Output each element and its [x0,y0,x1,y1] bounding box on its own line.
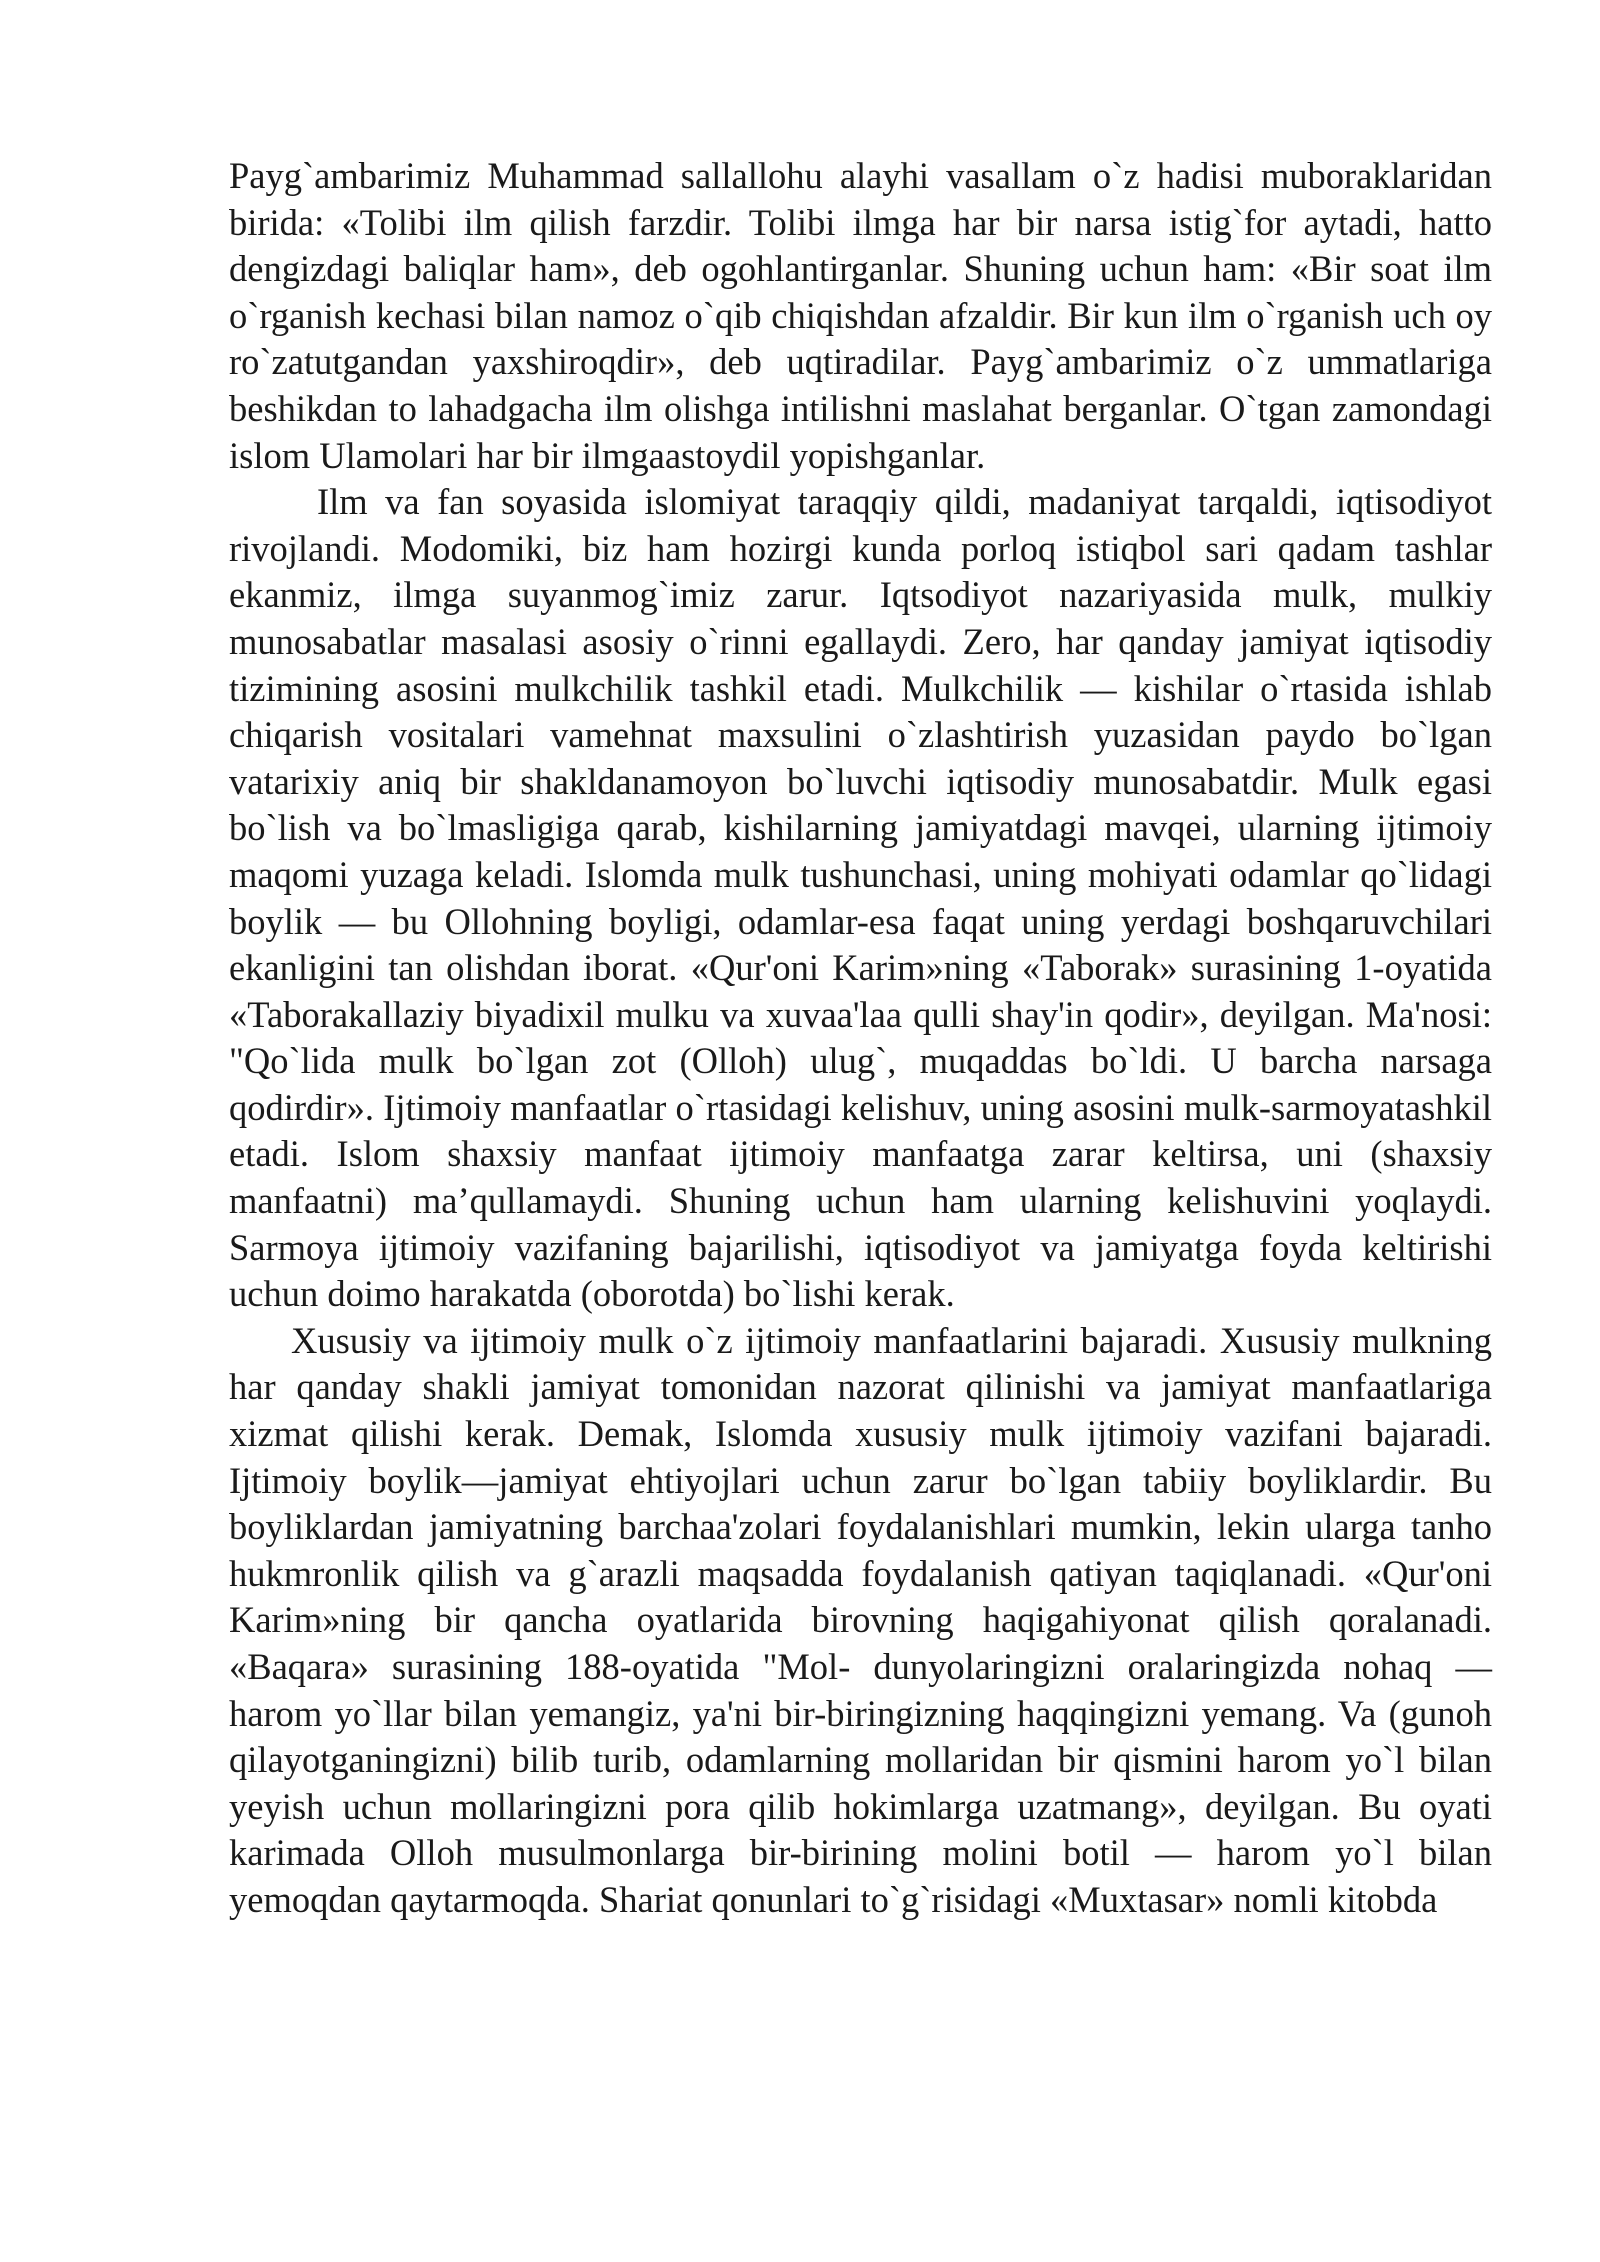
paragraph-2: Ilm va fan soyasida islomiyat taraqqiy qildi, madaniyat tarqaldi, iqtisodiyot rivojlandi. Modomiki, biz ham hozirgi kunda porloq istiqbol sari qadam tashlar ekanmiz, ilmga suyanmog`imiz zarur. Iqtsodiyot nazariyasida mulk, mulkiy munosabatlar masalasi asosiy o`rinni egallaydi. Zero, har qanday jamiyat iqtisodiy tizimining asosini mulkchilik tashkil etadi. Mulkchilik — kishilar o`rtasida ishlab chiqarish vositalari vamehnat maxsulini o`zlashtirish yuzasidan paydo bo`lgan vatarixiy aniq bir shakldanamoyon bo`luvchi iqtisodiy munosabatdir. Mulk egasi bo`lish va bo`lmasligiga qarab, kishilarning jamiyatdagi mavqei, ularning ijtimoiy maqomi yuzaga keladi. Islomda mulk tushunchasi, uning mohiyati odamlar qo`lidagi boylik — bu Ollohning boyligi, odamlar-esa faqat uning yerdagi boshqaruvchilari ekanligini tan olishdan iborat. «Qur'oni Karim»ning «Taborak» surasining 1-oyatida «Taborakallaziy biyadixil mulku va xuvaa'laa qulli shay'in qodir», deyilgan. Ma'nosi: "Qo`lida mulk bo`lgan zot (Olloh) ulug`, muqaddas bo`ldi. U barcha narsaga qodirdir». Ijtimoiy manfaatlar o`rtasidagi kelishuv, uning asosini mulk-sarmoyatashkil etadi. Islom shaxsiy manfaat ijtimoiy manfaatga zarar keltirsa, uni (shaxsiy manfaatni) ma’qullamaydi. Shuning uchun ham ularning kelishuvini yoqlaydi. Sarmoya ijtimoiy vazifaning bajarilishi, iqtisodiyot va jamiyatga foyda keltirishi uchun doimo harakatda (oborotda) bo`lishi kerak. [229,481,1492,1315]
paragraph-3: Xususiy va ijtimoiy mulk o`z ijtimoiy manfaatlarini bajaradi. Xususiy mulkning har qanday shakli jamiyat tomonidan nazorat qilinishi va jamiyat manfaatlariga xizmat qilishi kerak. Demak, Islomda xususiy mulk ijtimoiy vazifani bajaradi. Ijtimoiy boylik—jamiyat ehtiyojlari uchun zarur bo`lgan tabiiy boyliklardir. Bu boyliklardan jamiyatning barchaa'zolari foydalanishlari mumkin, lekin ularga tanho hukmronlik qilish va g`arazli maqsadda foydalanish qatiyan taqiqlanadi. «Qur'oni Karim»ning bir qancha oyatlarida birovning haqigahiyonat qilish qoralanadi. «Baqara» surasining 188-oyatida "Mol- dunyolaringizni oralaringizda nohaq — harom yo`llar bilan yemangiz, ya'ni bir-biringizning haqqingizni yemang. Va (gunoh qilayotganingizni) bilib turib, odamlarning mollaridan bir qismini harom yo`l bilan yeyish uchun mollaringizni pora qilib hokimlarga uzatmang», deyilgan. Bu oyati karimada Olloh musulmonlarga bir-birining molini botil — harom yo`l bilan yemoqdan qaytarmoqda. Shariat qonunlari to`g`risidagi «Muxtasar» nomli kitobda [229,1319,1492,1920]
body-text [229,153,1492,1924]
paragraph-1: Payg`ambarimiz Muhammad sallallohu alayhi vasallam o`z hadisi muboraklaridan birida: «Tolibi ilm qilish farzdir. Tolibi ilmga har bir narsa istig`for aytadi, hatto dengizdagi baliqlar ham», deb ogohlantirganlar. Shuning uchun ham: «Bir soat ilm o`rganish kechasi bilan namoz o`qib chiqishdan afzaldir. Bir kun ilm o`rganish uch oy ro`zatutgandan yaxshiroqdir», deb uqtiradilar. Payg`ambarimiz o`z ummatlariga beshikdan to lahadgacha ilm olishga intilishni maslahat berganlar. O`tgan zamondagi islom Ulamolari har bir ilmgaastoydil yopishganlar. [229,155,1492,476]
